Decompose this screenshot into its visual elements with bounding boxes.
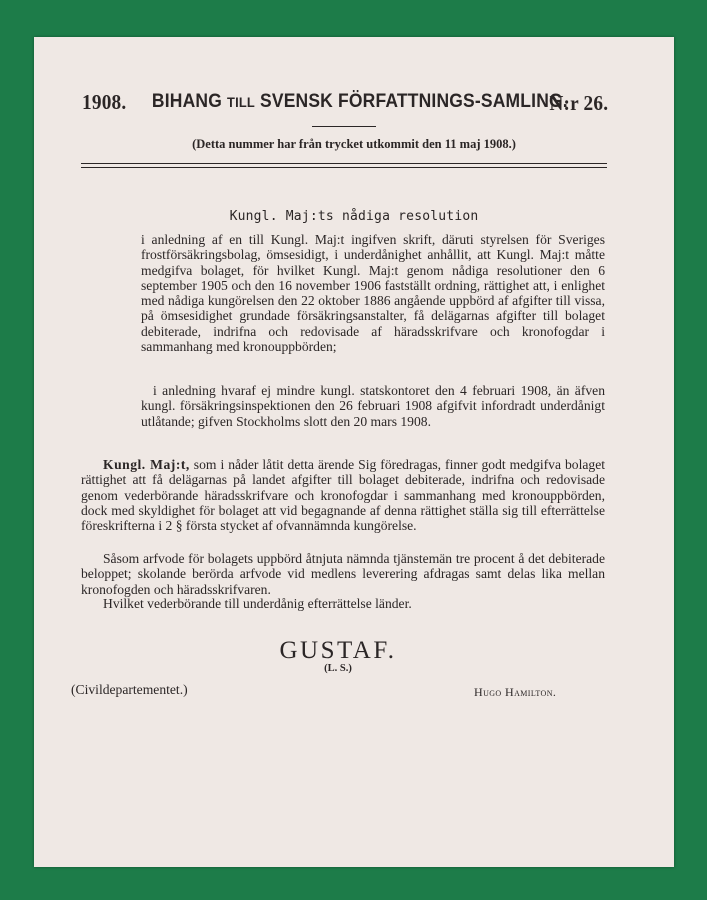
publication-note: (Detta nummer har från trycket utkommit den 11 maj 1908.) [192, 137, 516, 151]
paragraph-5: Hvilket vederbörande till underdånig efterrättelse länder. [103, 596, 412, 611]
resolution-title: Kungl. Maj:ts nådiga resolution [229, 209, 479, 224]
monarch-signature: GUSTAF. [279, 637, 397, 664]
paragraph-3-lead: Kungl. Maj:t, [103, 457, 190, 472]
paragraph-2: i anledning hvaraf ej mindre kungl. statskontoret den 4 februari 1908, än äfven kungl. försäkringsinspektionen den 26 februari 1908 afgifvit infordradt underdånigt utlåtande; gifven Stockholms slott den 20 mars 1908. [141, 383, 605, 429]
header-title-part3: SVENSK FÖRFATTNINGS-SAMLING. [260, 91, 568, 112]
paragraph-4: Såsom arfvode för bolagets uppbörd åtnjuta nämnda tjänstemän tre procent å det debiterade beloppet; skolande berörda arfvode vid medlens leverering afdragas samt delas lika mellan kronofogden och häradsskrifvaren. [81, 551, 605, 597]
double-divider [81, 163, 607, 168]
header [82, 90, 609, 118]
paragraph-3-text: som i nåder låtit detta ärende Sig föredragas, finner godt medgifva bolaget rättighet att få delägarnas på landet afgifter till bolaget debiterade, indrifna och redovisade genom vederbörande häradsskrifvare och kronofogdar i sammanhang med kronouppbörden, dock med skyldighet för bolaget att vid begagnande af denna rättighet ställa sig till efterrättelse föreskrifterna i 2 § första stycket af ofvannämnda kungörelse. [81, 457, 606, 534]
page-content [34, 37, 674, 867]
document-page [34, 37, 674, 867]
seal-mark: (L. S.) [324, 663, 352, 674]
header-title-part2: TILL [227, 94, 255, 110]
department-name: (Civildepartementet.) [71, 682, 188, 697]
short-divider [312, 126, 376, 127]
paragraph-3 [81, 457, 605, 533]
header-year: 1908. [82, 90, 127, 114]
header-number: N:r 26. [549, 91, 609, 115]
paragraph-1: i anledning af en till Kungl. Maj:t ingifven skrift, däruti styrelsen för Sveriges frostförsäkringsbolag, ömsesidigt, i underdånighet anhållit, att Kungl. Maj:t måtte medgifva bolaget, för hvilket Kungl. Maj:t genom nådiga resolutioner den 6 september 1905 och den 16 november 1906 fastställt ordning, rättighet att, i enlighet med nådiga kungörelsen den 22 oktober 1886 angående uppbörd af afgifter till vissa, på ömsesidighet grundade försäkringsanstalter, få delägarnas afgifter till bolaget debiterade, indrifna och redovisade af häradsskrifvare och kronofogdar i sammanhang med kronouppbörden; [141, 232, 605, 355]
countersignature: Hugo Hamilton. [474, 685, 557, 699]
header-title-part1: BIHANG [151, 91, 222, 112]
header-title [152, 91, 568, 113]
